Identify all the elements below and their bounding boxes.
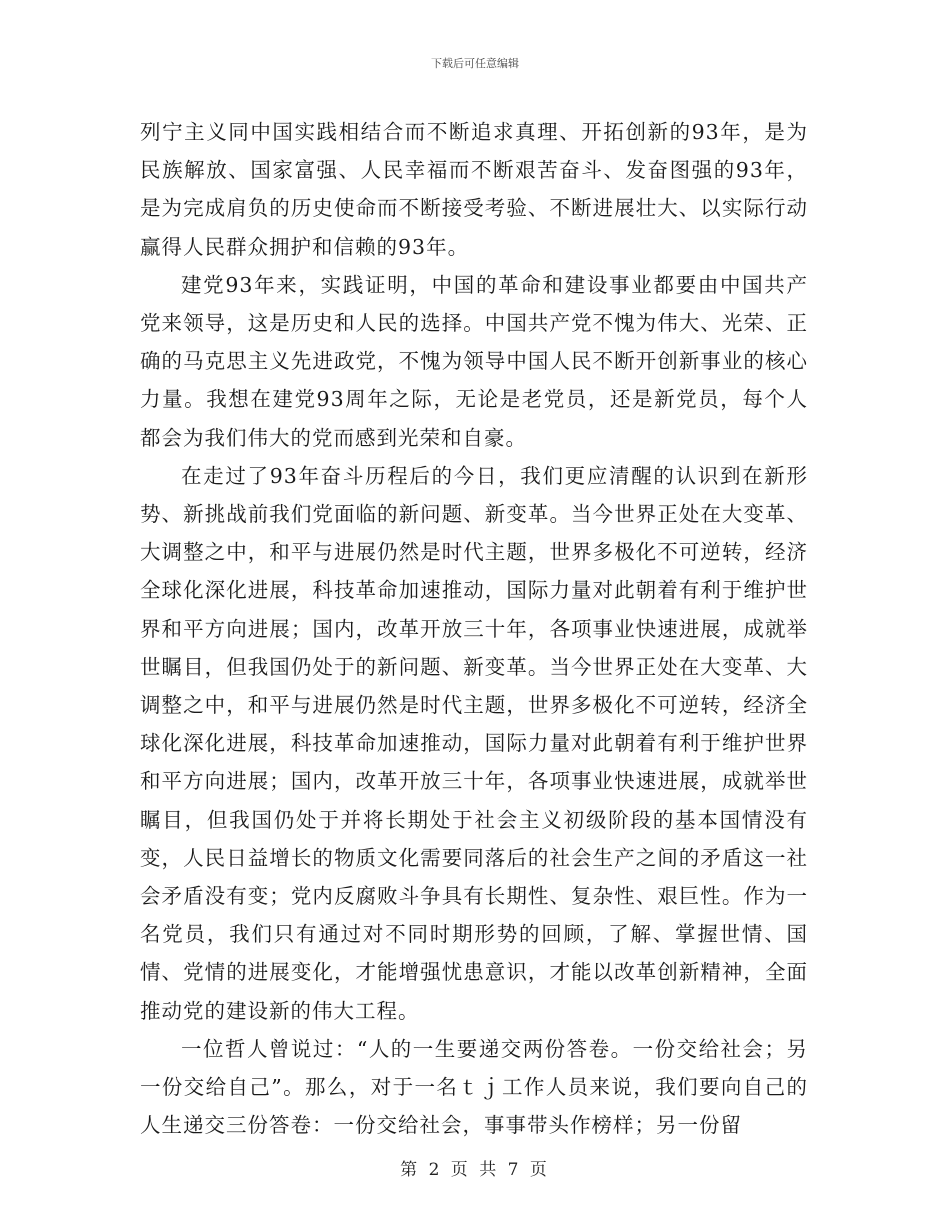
body-text xyxy=(140,113,808,1144)
paragraph: 在走过了93年奋斗历程后的今日，我们更应清醒的认识到在新形势、新挑战前我们党面临的新问题、新变革。当今世界正处在大变革、大调整之中，和平与进展仍然是时代主题，世界多极化不可逆转，经济全球化深化进展，科技革命加速推动，国际力量对此朝着有利于维护世界和平方向进展；国内，改革开放三十年，各项事业快速进展，成就举世瞩目，但我国仍处于的新问题、新变革。当今世界正处在大变革、大调整之中，和平与进展仍然是时代主题，世界多极化不可逆转，经济全球化深化进展，科技革命加速推动，国际力量对此朝着有利于维护世界和平方向进展；国内，改革开放三十年，各项事业快速进展，成就举世瞩目，但我国仍处于并将长期处于社会主义初级阶段的基本国情没有变，人民日益增长的物质文化需要同落后的社会生产之间的矛盾这一社会矛盾没有变；党内反腐败斗争具有长期性、复杂性、艰巨性。作为一名党员，我们只有通过对不同时期形势的回顾，了解、掌握世情、国情、党情的进展变化，才能增强忧患意识，才能以改革创新精神，全面推动党的建设新的伟大工程。 xyxy=(140,463,808,1023)
paragraph: 一位哲人曾说过：“人的一生要递交两份答卷。一份交给社会；另一份交给自己”。那么，对于一名ｔｊ工作人员来说，我们要向自己的人生递交三份答卷：一份交给社会，事事带头作榜样；另一份留 xyxy=(140,1036,808,1138)
paragraph: 建党93年来，实践证明，中国的革命和建设事业都要由中国共产党来领导，这是历史和人民的选择。中国共产党不愧为伟大、光荣、正确的马克思主义先进政党，不愧为领导中国人民不断开创新事业的核心力量。我想在建党93周年之际，无论是老党员，还是新党员，每个人都会为我们伟大的党而感到光荣和自豪。 xyxy=(140,272,808,450)
page-header: 下载后可任意编辑 xyxy=(431,57,519,70)
paragraph-continued: 列宁主义同中国实践相结合而不断追求真理、开拓创新的93年，是为民族解放、国家富强、人民幸福而不断艰苦奋斗、发奋图强的93年，是为完成肩负的历史使命而不断接受考验、不断进展壮大、以实际行动赢得人民群众拥护和信赖的93年。 xyxy=(140,120,808,259)
page-number-footer: 第 2 页 共 7 页 xyxy=(400,1160,550,1180)
